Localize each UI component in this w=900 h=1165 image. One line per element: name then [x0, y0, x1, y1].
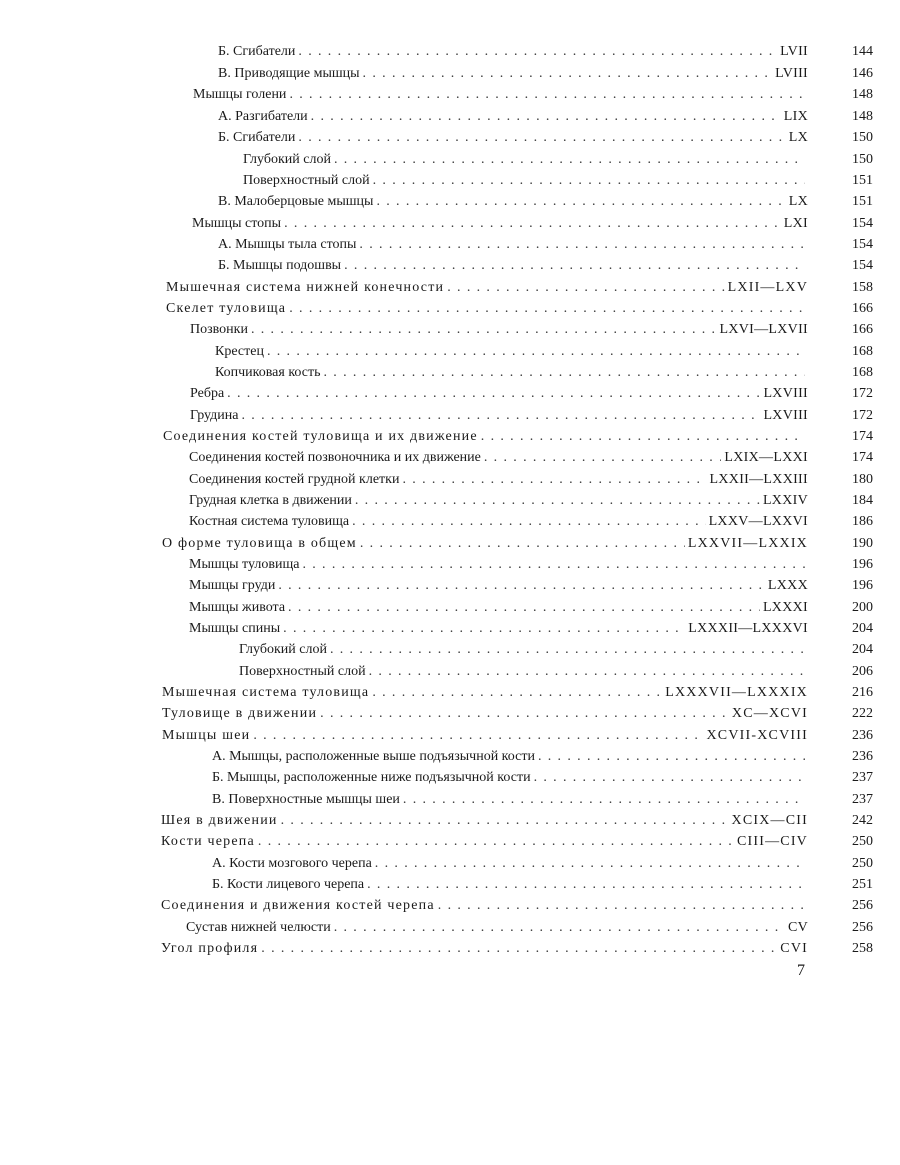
toc-entry: Мышечная система туловища . . . LXXXVII—LXXXIX 216: [162, 679, 808, 701]
toc-entry: Ребра . . . LXVIII 172: [190, 380, 808, 402]
toc-entry: А. Мышцы, расположенные выше подъязычной кости . . . 236: [212, 743, 808, 765]
toc-entry: Кости черепа . . . CIII—CIV 250: [161, 828, 808, 850]
toc-entry: Мышцы груди . . . LXXX 196: [189, 572, 808, 594]
toc-entry: А. Кости мозгового черепа . . . 250: [212, 850, 808, 872]
toc-entry: Сустав нижней челюсти . . . CV 256: [186, 914, 808, 936]
toc-entry: В. Поверхностные мышцы шеи . . . 237: [212, 786, 808, 808]
toc-entry: Туловище в движении . . . XC—XCVI 222: [162, 700, 808, 722]
toc-entry: В. Малоберцовые мышцы . . . LX 151: [218, 188, 808, 210]
toc-entry: Мышцы шеи . . . XCVII-XCVIII 236: [162, 722, 808, 744]
toc-entry: Мышцы туловища . . . 196: [189, 551, 808, 573]
toc-entry: Грудина . . . LXVIII 172: [190, 402, 808, 424]
toc-entry: Костная система туловища . . . LXXV—LXXVI 186: [189, 508, 808, 530]
toc-entry: Мышцы спины . . . LXXXII—LXXXVI 204: [189, 615, 808, 637]
toc-entry: Скелет туловища . . . 166: [166, 295, 808, 317]
toc-entry: Позвонки . . . LXVI—LXVII 166: [190, 316, 808, 338]
toc-entry: Грудная клетка в движении . . . LXXIV 184: [189, 487, 808, 509]
toc-entry: А. Мышцы тыла стопы . . . 154: [218, 231, 808, 253]
toc-entry: Б. Сгибатели . . . LX 150: [218, 124, 808, 146]
toc-entry: Поверхностный слой . . . 206: [239, 658, 808, 680]
toc-entry: А. Разгибатели . . . LIX 148: [218, 103, 808, 125]
toc-entry: Копчиковая кость . . . 168: [215, 359, 808, 381]
page-number: 7: [797, 962, 805, 979]
toc-entry: Мышцы голени . . . 148: [193, 81, 808, 103]
toc-entry: Соединения костей грудной клетки . . . LXXII—LXXIII 180: [189, 466, 808, 488]
toc-entry: Соединения костей позвоночника и их движение . . . LXIX—LXXI 174: [189, 444, 808, 466]
toc-entry: Поверхностный слой . . . 151: [243, 167, 808, 189]
toc-entry: Б. Мышцы, расположенные ниже подъязычной кости . . . 237: [212, 764, 808, 786]
toc-entry: Б. Мышцы подошвы . . . 154: [218, 252, 808, 274]
toc-entry: Угол профиля . . . CVI 258: [161, 935, 808, 957]
toc-entry: Глубокий слой . . . 150: [243, 146, 808, 168]
toc-entry: О форме туловища в общем . . . LXXVII—LXXIX 190: [162, 530, 808, 552]
toc-entry: Б. Сгибатели . . . LVII 144: [218, 38, 808, 60]
toc-entry: Соединения костей туловища и их движение . . . 174: [163, 423, 808, 445]
toc-entry: Мышцы живота . . . LXXXI 200: [189, 594, 808, 616]
toc-entry: Б. Кости лицевого черепа . . . 251: [212, 871, 808, 893]
toc-entry: Мышечная система нижней конечности . . . LXII—LXV 158: [166, 274, 808, 296]
toc-entry: Мышцы стопы . . . LXI 154: [192, 210, 808, 232]
toc-entry: Соединения и движения костей черепа . . . 256: [161, 892, 808, 914]
toc-entry: Глубокий слой . . . 204: [239, 636, 808, 658]
toc-entry: Шея в движении . . . XCIX—CII 242: [161, 807, 808, 829]
toc-entry: В. Приводящие мышцы . . . LVIII 146: [218, 60, 808, 82]
toc-entry: Крестец . . . 168: [215, 338, 808, 360]
